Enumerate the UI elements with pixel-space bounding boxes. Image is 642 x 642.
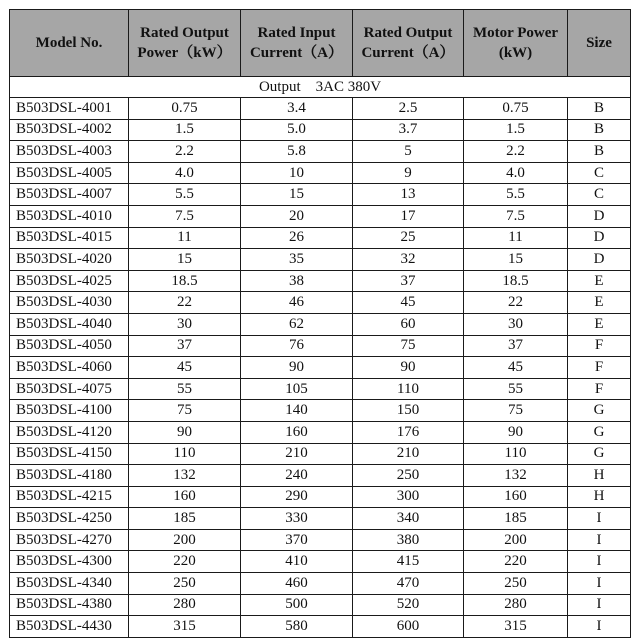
model-no-cell: B503DSL-4007 — [10, 184, 129, 206]
rated-output-current-cell: 470 — [353, 573, 464, 595]
model-no-cell: B503DSL-4270 — [10, 529, 129, 551]
model-no-cell: B503DSL-4002 — [10, 119, 129, 141]
rated-input-current-cell: 580 — [241, 616, 353, 638]
rated-output-power-cell: 22 — [129, 292, 241, 314]
header-line: Rated Output — [363, 25, 453, 41]
rated-output-current-cell: 300 — [353, 486, 464, 508]
rated-input-current-cell: 46 — [241, 292, 353, 314]
rated-output-current-cell: 250 — [353, 465, 464, 487]
rated-output-power-cell: 45 — [129, 357, 241, 379]
rated-output-power-cell: 315 — [129, 616, 241, 638]
size-cell: F — [568, 357, 631, 379]
table-row — [10, 184, 631, 206]
model-no-cell: B503DSL-4380 — [10, 594, 129, 616]
rated-output-power-cell: 160 — [129, 486, 241, 508]
rated-output-power-cell: 37 — [129, 335, 241, 357]
header-line: Model No. — [35, 35, 103, 51]
model-no-cell: B503DSL-4015 — [10, 227, 129, 249]
rated-input-current-cell: 500 — [241, 594, 353, 616]
size-cell: H — [568, 486, 631, 508]
rated-output-current-cell: 37 — [353, 270, 464, 292]
rated-output-current-cell: 90 — [353, 357, 464, 379]
header-line: Power（kW） — [137, 45, 232, 61]
motor-power-cell: 160 — [464, 486, 568, 508]
table-row — [10, 573, 631, 595]
header-line: Rated Input — [257, 25, 336, 41]
section-row — [10, 77, 631, 98]
rated-output-current-cell: 415 — [353, 551, 464, 573]
size-cell: C — [568, 162, 631, 184]
table-row — [10, 98, 631, 120]
header-line: Rated Output — [140, 25, 229, 41]
model-no-cell: B503DSL-4060 — [10, 357, 129, 379]
rated-input-current-cell: 160 — [241, 421, 353, 443]
motor-power-cell: 132 — [464, 465, 568, 487]
motor-power-cell: 2.2 — [464, 141, 568, 163]
section-label: Output 3AC 380V — [10, 77, 631, 98]
header-model-no — [10, 10, 129, 77]
model-no-cell: B503DSL-4250 — [10, 508, 129, 530]
model-no-cell: B503DSL-4120 — [10, 421, 129, 443]
rated-output-power-cell: 18.5 — [129, 270, 241, 292]
model-no-cell: B503DSL-4100 — [10, 400, 129, 422]
model-no-cell: B503DSL-4300 — [10, 551, 129, 573]
size-cell: C — [568, 184, 631, 206]
size-cell: B — [568, 119, 631, 141]
rated-output-power-cell: 185 — [129, 508, 241, 530]
model-no-cell: B503DSL-4050 — [10, 335, 129, 357]
rated-output-current-cell: 13 — [353, 184, 464, 206]
table-row — [10, 227, 631, 249]
header-rated-output-current — [353, 10, 464, 77]
motor-power-cell: 110 — [464, 443, 568, 465]
size-cell: D — [568, 205, 631, 227]
table-row — [10, 378, 631, 400]
motor-power-cell: 45 — [464, 357, 568, 379]
motor-power-cell: 7.5 — [464, 205, 568, 227]
model-no-cell: B503DSL-4180 — [10, 465, 129, 487]
rated-output-current-cell: 520 — [353, 594, 464, 616]
motor-power-cell: 315 — [464, 616, 568, 638]
size-cell: G — [568, 421, 631, 443]
rated-input-current-cell: 210 — [241, 443, 353, 465]
motor-power-cell: 4.0 — [464, 162, 568, 184]
rated-output-current-cell: 17 — [353, 205, 464, 227]
rated-input-current-cell: 10 — [241, 162, 353, 184]
motor-power-cell: 37 — [464, 335, 568, 357]
motor-power-cell: 75 — [464, 400, 568, 422]
size-cell: H — [568, 465, 631, 487]
table-row — [10, 313, 631, 335]
rated-input-current-cell: 15 — [241, 184, 353, 206]
model-no-cell: B503DSL-4003 — [10, 141, 129, 163]
motor-power-cell: 220 — [464, 551, 568, 573]
motor-power-cell: 15 — [464, 249, 568, 271]
model-no-cell: B503DSL-4040 — [10, 313, 129, 335]
rated-output-current-cell: 2.5 — [353, 98, 464, 120]
rated-input-current-cell: 26 — [241, 227, 353, 249]
rated-input-current-cell: 3.4 — [241, 98, 353, 120]
size-cell: I — [568, 573, 631, 595]
table-row — [10, 357, 631, 379]
table-row — [10, 529, 631, 551]
size-cell: I — [568, 594, 631, 616]
motor-power-cell: 18.5 — [464, 270, 568, 292]
model-no-cell: B503DSL-4430 — [10, 616, 129, 638]
rated-output-current-cell: 210 — [353, 443, 464, 465]
motor-power-cell: 22 — [464, 292, 568, 314]
rated-output-current-cell: 380 — [353, 529, 464, 551]
size-cell: E — [568, 313, 631, 335]
rated-input-current-cell: 410 — [241, 551, 353, 573]
rated-input-current-cell: 240 — [241, 465, 353, 487]
motor-power-cell: 30 — [464, 313, 568, 335]
rated-input-current-cell: 140 — [241, 400, 353, 422]
rated-output-current-cell: 176 — [353, 421, 464, 443]
motor-power-cell: 1.5 — [464, 119, 568, 141]
header-line: Current（A） — [249, 45, 344, 61]
size-cell: I — [568, 508, 631, 530]
header-line: Size — [586, 35, 612, 51]
rated-output-power-cell: 220 — [129, 551, 241, 573]
size-cell: D — [568, 227, 631, 249]
motor-power-cell: 5.5 — [464, 184, 568, 206]
table-row — [10, 551, 631, 573]
rated-output-current-cell: 9 — [353, 162, 464, 184]
table-row — [10, 119, 631, 141]
motor-power-cell: 250 — [464, 573, 568, 595]
rated-input-current-cell: 5.8 — [241, 141, 353, 163]
rated-input-current-cell: 330 — [241, 508, 353, 530]
model-no-cell: B503DSL-4001 — [10, 98, 129, 120]
table-row — [10, 335, 631, 357]
rated-output-power-cell: 90 — [129, 421, 241, 443]
model-no-cell: B503DSL-4005 — [10, 162, 129, 184]
motor-power-cell: 185 — [464, 508, 568, 530]
size-cell: F — [568, 335, 631, 357]
model-no-cell: B503DSL-4025 — [10, 270, 129, 292]
model-no-cell: B503DSL-4340 — [10, 573, 129, 595]
rated-output-power-cell: 4.0 — [129, 162, 241, 184]
rated-input-current-cell: 38 — [241, 270, 353, 292]
header-rated-output-power — [129, 10, 241, 77]
rated-output-power-cell: 0.75 — [129, 98, 241, 120]
spec-table — [9, 9, 631, 638]
rated-output-power-cell: 250 — [129, 573, 241, 595]
table-row — [10, 270, 631, 292]
motor-power-cell: 11 — [464, 227, 568, 249]
table-row — [10, 162, 631, 184]
rated-input-current-cell: 90 — [241, 357, 353, 379]
rated-output-current-cell: 5 — [353, 141, 464, 163]
model-no-cell: B503DSL-4030 — [10, 292, 129, 314]
header-line: (kW) — [498, 45, 533, 61]
model-no-cell: B503DSL-4075 — [10, 378, 129, 400]
rated-output-current-cell: 600 — [353, 616, 464, 638]
size-cell: I — [568, 551, 631, 573]
header-size — [568, 10, 631, 77]
motor-power-cell: 200 — [464, 529, 568, 551]
motor-power-cell: 90 — [464, 421, 568, 443]
rated-input-current-cell: 370 — [241, 529, 353, 551]
rated-output-power-cell: 2.2 — [129, 141, 241, 163]
rated-output-power-cell: 11 — [129, 227, 241, 249]
rated-input-current-cell: 105 — [241, 378, 353, 400]
table-row — [10, 465, 631, 487]
table-row — [10, 421, 631, 443]
size-cell: B — [568, 98, 631, 120]
header-row — [10, 10, 631, 77]
size-cell: I — [568, 529, 631, 551]
motor-power-cell: 0.75 — [464, 98, 568, 120]
table-row — [10, 508, 631, 530]
header-rated-input-current — [241, 10, 353, 77]
table-row — [10, 205, 631, 227]
table-row — [10, 594, 631, 616]
model-no-cell: B503DSL-4150 — [10, 443, 129, 465]
size-cell: E — [568, 270, 631, 292]
rated-output-current-cell: 75 — [353, 335, 464, 357]
rated-input-current-cell: 35 — [241, 249, 353, 271]
rated-output-power-cell: 5.5 — [129, 184, 241, 206]
rated-output-current-cell: 150 — [353, 400, 464, 422]
rated-output-power-cell: 110 — [129, 443, 241, 465]
motor-power-cell: 55 — [464, 378, 568, 400]
rated-output-power-cell: 7.5 — [129, 205, 241, 227]
rated-input-current-cell: 20 — [241, 205, 353, 227]
header-motor-power — [464, 10, 568, 77]
rated-input-current-cell: 62 — [241, 313, 353, 335]
model-no-cell: B503DSL-4020 — [10, 249, 129, 271]
table-row — [10, 292, 631, 314]
rated-output-power-cell: 55 — [129, 378, 241, 400]
rated-output-power-cell: 15 — [129, 249, 241, 271]
rated-output-current-cell: 60 — [353, 313, 464, 335]
rated-input-current-cell: 290 — [241, 486, 353, 508]
table-row — [10, 486, 631, 508]
size-cell: F — [568, 378, 631, 400]
table-row — [10, 443, 631, 465]
rated-input-current-cell: 460 — [241, 573, 353, 595]
model-no-cell: B503DSL-4010 — [10, 205, 129, 227]
size-cell: G — [568, 443, 631, 465]
rated-output-power-cell: 200 — [129, 529, 241, 551]
rated-output-current-cell: 3.7 — [353, 119, 464, 141]
model-no-cell: B503DSL-4215 — [10, 486, 129, 508]
rated-output-current-cell: 25 — [353, 227, 464, 249]
rated-input-current-cell: 76 — [241, 335, 353, 357]
rated-output-current-cell: 110 — [353, 378, 464, 400]
rated-output-current-cell: 45 — [353, 292, 464, 314]
size-cell: D — [568, 249, 631, 271]
table-row — [10, 400, 631, 422]
table-row — [10, 249, 631, 271]
table-row — [10, 616, 631, 638]
size-cell: E — [568, 292, 631, 314]
header-line: Current（A） — [361, 45, 455, 61]
motor-power-cell: 280 — [464, 594, 568, 616]
table-row — [10, 141, 631, 163]
size-cell: B — [568, 141, 631, 163]
rated-output-power-cell: 1.5 — [129, 119, 241, 141]
size-cell: I — [568, 616, 631, 638]
rated-output-power-cell: 75 — [129, 400, 241, 422]
header-line: Motor Power — [472, 25, 559, 41]
rated-output-power-cell: 30 — [129, 313, 241, 335]
rated-output-current-cell: 340 — [353, 508, 464, 530]
rated-output-power-cell: 132 — [129, 465, 241, 487]
rated-input-current-cell: 5.0 — [241, 119, 353, 141]
rated-output-power-cell: 280 — [129, 594, 241, 616]
size-cell: G — [568, 400, 631, 422]
rated-output-current-cell: 32 — [353, 249, 464, 271]
